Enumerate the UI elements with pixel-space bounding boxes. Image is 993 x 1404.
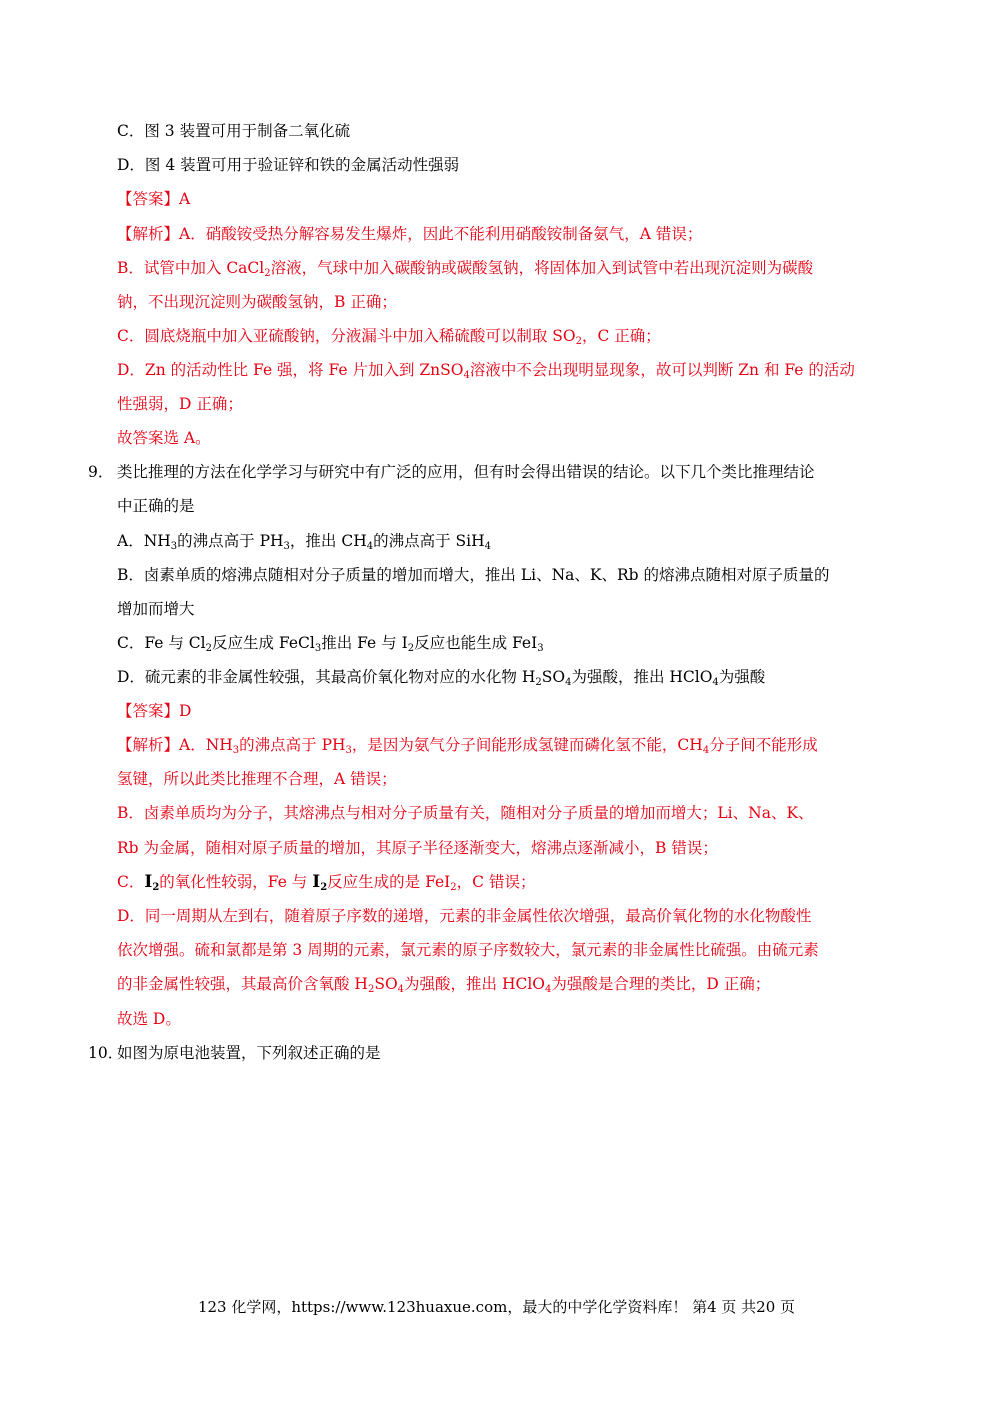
q9-explanation-b2: Rb 为金属，随相对原子质量的增加，其原子半径逐渐变大，熔沸点逐渐减小，B 错误； <box>117 839 718 857</box>
q9-option-b1: B．卤素单质的熔沸点随相对分子质量的增加而增大，推出 Li、Na、K、Rb 的熔沸点随相对原子质量的 <box>117 566 830 584</box>
q9-answer: 【答案】D <box>117 702 192 720</box>
q8-explanation-d1: D．Zn 的活动性比 Fe 强，将 Fe 片加入到 ZnSO$_4$溶液中不会出现明显现象，故可以判断 Zn 和 Fe 的活动 <box>117 361 855 381</box>
q8-conclusion: 故答案选 A。 <box>117 429 211 447</box>
q9-explanation-d3: 的非金属性较强，其最高价含氧酸 $H_2SO_4$为强酸，推出 HClO$_4$为强酸是合理的类比，D 正确； <box>117 975 771 995</box>
q8-explanation-b2: 钠，不出现沉淀则为碳酸氢钠，B 正确； <box>117 293 397 311</box>
q9-explanation-c: C．$I_2$的氧化性较弱，Fe 与 $I_2$反应生成的是 FeI$_2$，C 错误； <box>117 872 536 893</box>
explanation-label: 【解析】 <box>117 736 180 754</box>
q9-conclusion: 故选 D。 <box>117 1010 181 1028</box>
q9-option-d: D．硫元素的非金属性较强，其最高价氧化物对应的水化物 $H_2SO_4$为强酸，推出 HClO$_4$为强酸 <box>117 668 766 688</box>
page-footer: 123 化学网，https://www.123huaxue.com，最大的中学化学资料库！ 第4 页 共20 页 <box>197 1298 796 1316</box>
q8-option-c: C．图 3 装置可用于制备二氧化硫 <box>117 122 351 140</box>
q9-option-c: C．Fe 与 $Cl_2$反应生成 FeCl$_3$推出 Fe 与 $I_2$反应也能生成 FeI$_3$ <box>117 634 544 654</box>
q9-explanation-b1: B．卤素单质均为分子，其熔沸点与相对分子质量有关，随相对分子质量的增加而增大；Li、Na、K、 <box>117 804 814 822</box>
q9-explanation-d1: D．同一周期从左到右，随着原子序数的递增，元素的非金属性依次增强，最高价氧化物的水化物酸性 <box>117 907 812 925</box>
q9-explanation-a2: 氢键，所以此类比推理不合理，A 错误； <box>117 770 397 788</box>
q9-stem-1: 类比推理的方法在化学学习与研究中有广泛的应用，但有时会得出错误的结论。以下几个类比推理结论 <box>117 463 815 481</box>
q8-answer: 【答案】A <box>117 190 191 208</box>
q8-option-d: D．图 4 装置可用于验证锌和铁的金属活动性强弱 <box>117 156 460 174</box>
q9-stem-2: 中正确的是 <box>117 497 195 515</box>
q9-explanation-a1: 【解析】A．$NH_3$的沸点高于 $PH_3$，是因为氨气分子间能形成氢键而磷化氢不能，$CH_4$分子间不能形成 <box>117 736 818 756</box>
explanation-label: 【解析】 <box>117 225 180 243</box>
q8-explanation-a: 【解析】A．硝酸铵受热分解容易发生爆炸，因此不能利用硝酸铵制备氨气，A 错误； <box>117 225 703 243</box>
q8-explanation-b1: B．试管中加入 CaCl$_2$溶液，气球中加入碳酸钠或碳酸氢钠，将固体加入到试管中若出现沉淀则为碳酸 <box>117 259 814 279</box>
q8-explanation-d2: 性强弱，D 正确； <box>117 395 243 413</box>
q9-number: 9． <box>88 463 114 481</box>
q9-option-b2: 增加而增大 <box>117 600 195 618</box>
q10-number: 10． <box>88 1044 124 1062</box>
q9-option-a: A．$NH_3$的沸点高于 $PH_3$，推出 $CH_4$的沸点高于 SiH$_4$ <box>117 532 491 552</box>
q10-stem: 如图为原电池装置，下列叙述正确的是 <box>117 1044 381 1062</box>
q9-explanation-d2: 依次增强。硫和氯都是第 3 周期的元素，氯元素的原子序数较大，氯元素的非金属性比硫强。由硫元素 <box>117 941 819 959</box>
q8-explanation-c: C．圆底烧瓶中加入亚硫酸钠，分液漏斗中加入稀硫酸可以制取 $SO_2$，C 正确； <box>117 327 661 347</box>
